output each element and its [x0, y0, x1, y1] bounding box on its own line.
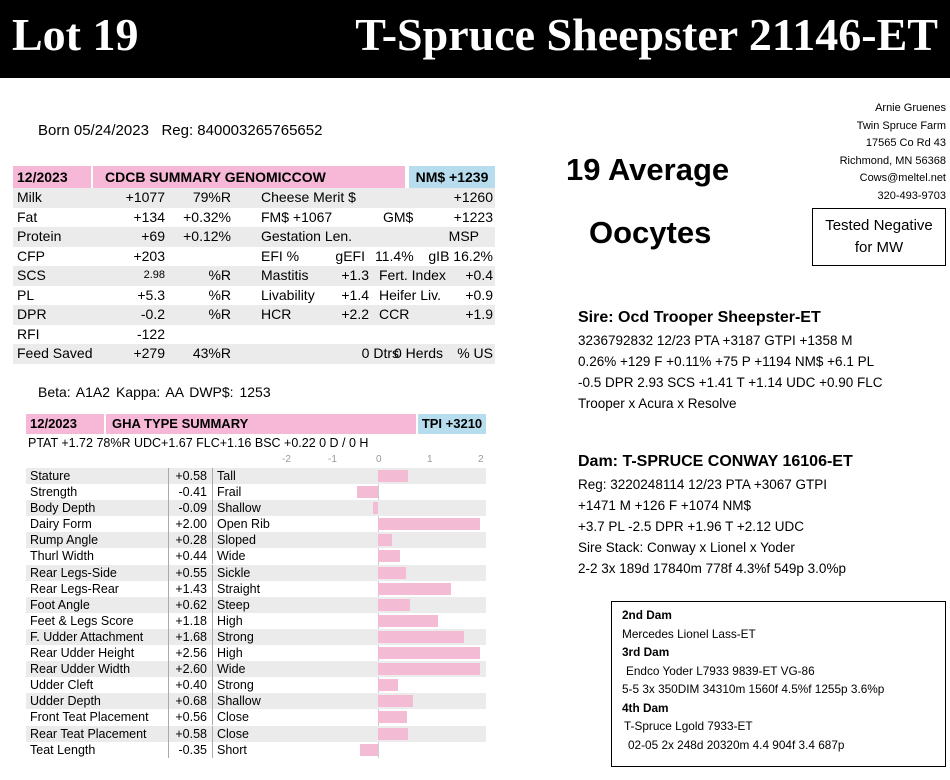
sire-line: Trooper x Acura x Resolve — [578, 396, 737, 411]
trait-row — [26, 468, 486, 484]
trait-descriptor: High — [212, 645, 243, 661]
dam-heading: Dam: T-SPRUCE CONWAY 16106-ET — [578, 453, 853, 470]
trait-bar — [378, 711, 407, 723]
cdcb-cell: +1223 — [453, 208, 493, 225]
trait-name: Teat Length — [30, 742, 96, 757]
trait-descriptor: Sloped — [212, 532, 256, 548]
cdcb-cell: +0.9 — [465, 286, 493, 303]
cdcb-cell: 11.4% — [375, 247, 414, 264]
contact-email: Cows@meltel.net — [859, 172, 946, 184]
trait-descriptor: Short — [212, 742, 247, 758]
dam-line: Sire Stack: Conway x Lionel x Yoder — [578, 540, 795, 555]
third-dam-label: 3rd Dam — [622, 645, 670, 659]
beta-kappa-line: Beta: A1A2 Kappa: AA DWP$: 1253 — [38, 384, 271, 400]
trait-bar — [378, 679, 398, 691]
second-dam-label: 2nd Dam — [622, 608, 672, 622]
contact-phone: 320-493-9703 — [877, 189, 946, 202]
trait-value: +1.68 — [168, 629, 207, 645]
trait-bar — [378, 534, 392, 546]
trait-row — [26, 693, 486, 709]
cdcb-cell: +279 — [133, 345, 165, 361]
trait-name: Rump Angle — [30, 533, 99, 548]
trait-bar — [378, 583, 451, 595]
cdcb-cell: 2.98 — [143, 269, 165, 281]
cdcb-cell: Gestation Len. — [261, 228, 353, 244]
trait-descriptor: Shallow — [212, 500, 261, 516]
cdcb-cell: % US — [457, 345, 493, 361]
trait-row — [26, 565, 486, 581]
trait-row — [26, 726, 486, 742]
cdcb-cell: +0.4 — [465, 267, 493, 283]
fourth-dam-label: 4th Dam — [622, 700, 669, 715]
dam-line: 2-2 3x 189d 17840m 778f 4.3%f 549p 3.0%p — [578, 561, 846, 576]
trait-bar — [378, 647, 480, 659]
trait-name: Udder Cleft — [30, 678, 94, 693]
trait-bar — [378, 695, 413, 707]
trait-descriptor: High — [212, 613, 243, 629]
trait-value: +0.28 — [168, 532, 207, 548]
contact-farm: Twin Spruce Farm — [856, 119, 946, 132]
contact-name: Arnie Gruenes — [875, 102, 946, 114]
trait-bar — [373, 502, 378, 514]
trait-value: +2.56 — [168, 645, 207, 661]
cdcb-row — [13, 208, 495, 228]
cdcb-cell: PL — [17, 286, 35, 303]
sire-heading: Sire: Ocd Trooper Sheepster-ET — [578, 309, 821, 326]
trait-row — [26, 597, 486, 613]
cdcb-cell: %R — [208, 306, 231, 322]
trait-bar — [378, 550, 400, 562]
trait-name: Body Depth — [30, 501, 96, 516]
trait-value: +0.68 — [168, 693, 207, 709]
trait-row — [26, 500, 486, 516]
cdcb-cell: +1077 — [125, 189, 165, 205]
trait-bar — [378, 631, 464, 643]
trait-descriptor: Sickle — [212, 565, 250, 581]
second-dam-name: Mercedes Lionel Lass-ET — [622, 626, 756, 641]
trait-value: -0.09 — [168, 500, 207, 516]
born-date: Born 05/24/2023 — [38, 122, 149, 139]
axis-tick: -2 — [282, 454, 291, 465]
cdcb-row — [13, 247, 495, 267]
cdcb-row — [13, 227, 495, 247]
cdcb-row — [13, 305, 495, 325]
trait-name: Thurl Width — [30, 549, 94, 564]
contact-address: 17565 Co Rd 43 — [865, 137, 946, 149]
tested-line1: Tested Negative — [825, 217, 933, 234]
trait-row — [26, 645, 486, 661]
trait-descriptor: Open Rib — [212, 516, 270, 532]
cdcb-cell: +1.9 — [465, 306, 493, 322]
trait-name: Rear Udder Height — [30, 646, 135, 661]
trait-value: +2.60 — [168, 661, 207, 677]
birth-reg-line — [38, 122, 322, 139]
trait-name: Strength — [30, 485, 78, 500]
cdcb-cell: %R — [208, 286, 231, 303]
trait-value: +0.56 — [168, 709, 207, 725]
sire-line: 3236792832 12/23 PTA +3187 GTPI +1358 M — [578, 333, 853, 348]
header-bar — [0, 0, 950, 78]
trait-name: Rear Teat Placement — [30, 726, 147, 741]
cdcb-title: CDCB SUMMARY GENOMICCOW — [93, 166, 405, 188]
animal-name: T-Spruce Sheepster 21146-ET — [355, 9, 938, 60]
contact-city: Richmond, MN 56368 — [839, 154, 946, 167]
trait-bar — [378, 567, 406, 579]
cdcb-cell: HCR — [261, 306, 292, 322]
trait-name: Rear Legs-Rear — [30, 581, 119, 596]
trait-value: +0.40 — [168, 677, 207, 693]
trait-bar — [357, 486, 378, 498]
dam-line: +3.7 PL -2.5 DPR +1.96 T +2.12 UDC — [578, 519, 805, 534]
trait-descriptor: Strong — [212, 677, 254, 693]
trait-descriptor: Straight — [212, 581, 260, 597]
tested-negative-box — [812, 208, 946, 266]
cdcb-cell: +1.4 — [341, 286, 369, 303]
trait-row — [26, 484, 486, 500]
trait-descriptor: Wide — [212, 661, 245, 677]
oocytes-line2: Oocytes — [589, 215, 712, 250]
ptat-line: PTAT +1.72 78%R UDC+1.67 FLC+1.16 BSC +0.22 0 D / 0 H — [28, 436, 369, 450]
cdcb-header — [13, 166, 495, 188]
gha-tpi: TPI +3210 — [418, 414, 486, 434]
cdcb-cell: +69 — [141, 228, 165, 244]
trait-name: Dairy Form — [30, 517, 92, 532]
cdcb-cell: 79%R — [192, 189, 231, 205]
axis-tick: 1 — [427, 454, 433, 465]
trait-row — [26, 581, 486, 597]
cdcb-cell: Cheese Merit $ — [261, 189, 356, 205]
dam-line: Reg: 3220248114 12/23 PTA +3067 GTPI — [578, 477, 828, 492]
trait-row — [26, 677, 486, 693]
third-dam-record: 5-5 3x 350DIM 34310m 1560f 4.5%f 1255p 3.6%p — [622, 682, 885, 696]
cdcb-row — [13, 266, 495, 286]
trait-name: Foot Angle — [30, 597, 90, 612]
cdcb-cell: 43%R — [192, 345, 231, 361]
cdcb-cell: 0 Herds — [394, 345, 444, 361]
trait-value: +0.58 — [168, 726, 207, 742]
cdcb-cell: +1260 — [453, 189, 493, 205]
trait-descriptor: Tall — [212, 468, 236, 484]
trait-descriptor: Frail — [212, 484, 241, 500]
trait-name: Front Teat Placement — [30, 710, 149, 725]
fourth-dam-record: 02-05 2x 248d 20320m 4.4 904f 3.4 687p — [628, 737, 845, 752]
cdcb-cell: Fert. Index — [379, 267, 446, 283]
trait-value: +0.62 — [168, 597, 207, 613]
fourth-dam-name: T-Spruce Lgold 7933-ET — [624, 719, 753, 733]
trait-name: Feet & Legs Score — [30, 613, 134, 628]
cdcb-cell: FM$ +1067 — [261, 208, 333, 225]
ancestors-box — [611, 601, 946, 767]
cdcb-cell: DPR — [17, 306, 47, 322]
cdcb-row — [13, 188, 495, 208]
trait-row — [26, 661, 486, 677]
third-dam-name: Endco Yoder L7933 9839-ET VG-86 — [626, 663, 815, 678]
trait-descriptor: Close — [212, 709, 249, 725]
trait-descriptor: Wide — [212, 548, 245, 564]
trait-bar — [360, 744, 378, 756]
trait-value: +2.00 — [168, 516, 207, 532]
gha-date: 12/2023 — [26, 414, 104, 434]
cdcb-cell: gIB 16.2% — [428, 247, 493, 264]
dam-block — [578, 450, 853, 579]
cdcb-cell: Fat — [17, 208, 38, 225]
cdcb-date: 12/2023 — [13, 166, 91, 188]
trait-name: Rear Udder Width — [30, 662, 131, 677]
cdcb-cell: gEFI — [335, 247, 365, 264]
axis-tick: 0 — [376, 454, 382, 465]
trait-bar — [378, 599, 410, 611]
cdcb-cell: Milk — [17, 189, 42, 205]
cdcb-cell: Mastitis — [261, 267, 309, 283]
axis-tick: -1 — [328, 454, 337, 465]
cdcb-cell: -122 — [136, 325, 165, 342]
cdcb-cell: SCS — [17, 267, 46, 283]
trait-bar — [378, 470, 408, 482]
trait-row — [26, 742, 486, 758]
trait-value: +0.55 — [168, 565, 207, 581]
gha-title: GHA TYPE SUMMARY — [106, 414, 416, 434]
cdcb-cell: GM$ — [383, 208, 414, 225]
cdcb-cell: +0.12% — [183, 228, 231, 244]
cdcb-nm: NM$ +1239 — [409, 166, 495, 188]
trait-value: -0.35 — [168, 742, 207, 758]
trait-name: F. Udder Attachment — [30, 629, 144, 644]
trait-bar — [378, 663, 480, 675]
trait-row — [26, 709, 486, 725]
cdcb-cell: Heifer Liv. — [379, 286, 441, 303]
cdcb-summary-table — [13, 166, 495, 364]
cdcb-cell: 0 Dtrs — [361, 345, 399, 361]
cdcb-row — [13, 325, 495, 345]
contact-block — [840, 100, 946, 205]
cdcb-cell: CCR — [379, 306, 410, 322]
trait-value: +1.18 — [168, 613, 207, 629]
trait-descriptor: Strong — [212, 629, 254, 645]
sire-line: -0.5 DPR 2.93 SCS +1.41 T +1.14 UDC +0.90 FLC — [578, 375, 883, 390]
trait-bar — [378, 615, 438, 627]
cdcb-cell: RFI — [17, 325, 40, 342]
cdcb-row — [13, 344, 495, 364]
trait-name: Udder Depth — [30, 694, 101, 709]
trait-row — [26, 629, 486, 645]
registration: Reg: 840003265765652 — [161, 122, 323, 139]
dam-line: +1471 M +126 F +1074 NM$ — [578, 498, 751, 513]
trait-bar — [378, 728, 408, 740]
trait-name: Rear Legs-Side — [30, 565, 117, 580]
cdcb-cell: +0.32% — [183, 208, 231, 225]
trait-value: -0.41 — [168, 484, 207, 500]
trait-descriptor: Steep — [212, 597, 250, 613]
axis-tick: 2 — [478, 454, 484, 465]
trait-row — [26, 532, 486, 548]
cdcb-cell: Protein — [17, 228, 62, 244]
cdcb-cell: EFI % — [261, 247, 300, 264]
trait-descriptor: Close — [212, 726, 249, 742]
cdcb-cell: CFP — [17, 247, 45, 264]
trait-name: Stature — [30, 469, 71, 483]
sire-line: 0.26% +129 F +0.11% +75 P +1194 NM$ +6.1 PL — [578, 354, 875, 369]
trait-descriptor: Shallow — [212, 693, 261, 709]
cdcb-cell: +5.3 — [137, 286, 165, 303]
trait-value: +0.44 — [168, 548, 207, 564]
oocytes-line1: 19 Average — [566, 152, 730, 187]
sire-block — [578, 306, 883, 414]
trait-row — [26, 516, 486, 532]
cdcb-cell: +203 — [133, 247, 165, 264]
trait-row — [26, 613, 486, 629]
lot-number: Lot 19 — [12, 9, 139, 60]
trait-value: +1.43 — [168, 581, 207, 597]
cdcb-row — [13, 286, 495, 306]
trait-bar — [378, 518, 480, 530]
tested-line2: for MW — [854, 239, 904, 256]
cdcb-cell: +2.2 — [341, 306, 369, 322]
cdcb-cell: %R — [208, 267, 231, 283]
cdcb-cell: MSP — [448, 228, 479, 244]
cdcb-cell: Livability — [261, 286, 315, 303]
cdcb-cell: +134 — [133, 208, 165, 225]
trait-row — [26, 548, 486, 564]
trait-value: +0.58 — [168, 468, 207, 484]
cdcb-cell: +1.3 — [341, 267, 369, 283]
cdcb-cell: Feed Saved — [17, 345, 93, 361]
cdcb-cell: -0.2 — [140, 306, 165, 322]
